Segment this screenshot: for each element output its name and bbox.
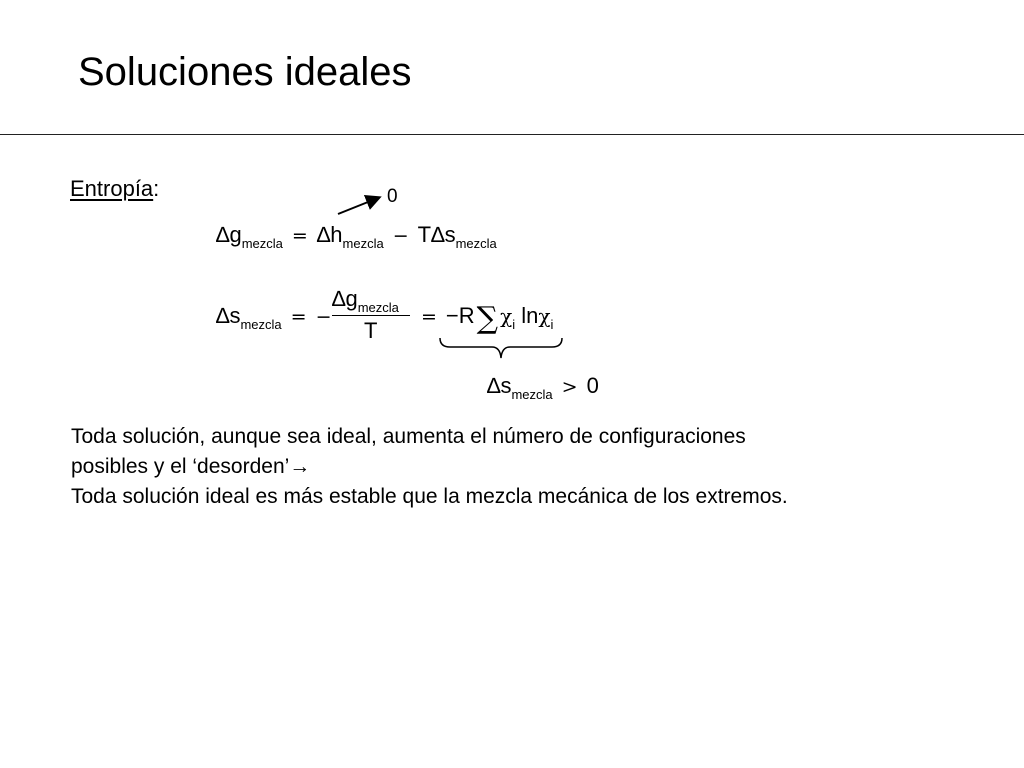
body-line-2-text: posibles y el ‘desorden’ [71,455,290,478]
body-line-3: Toda solución ideal es más estable que la mezcla mecánica de los extremos. [71,485,788,508]
t-symbol: T [417,222,432,247]
gibbs-mixing-equation [216,222,497,257]
slide-title: Soluciones ideales [78,50,412,94]
chi-symbol: χ [538,304,551,328]
heading-colon: : [153,176,160,201]
subscript: mezcla [241,236,283,251]
minus-symbol: − [445,303,459,328]
delta-symbol: ∆ [431,222,445,247]
s-symbol: s [229,303,241,328]
heading-text: Entropía [70,176,154,201]
subscript: mezcla [511,387,553,402]
minus-symbol: − [392,225,409,247]
minus-symbol: − [315,306,332,328]
zero-annotation: 0 [387,186,398,207]
subscript-i: i [550,317,554,332]
delta-symbol: ∆ [216,303,230,328]
subscript-i: i [512,317,516,332]
fraction-denominator: T [364,318,378,343]
entropy-rhs [412,303,553,338]
h-symbol: h [330,222,343,247]
underbrace [438,336,566,362]
equals-symbol: = [291,225,308,247]
subscript: mezcla [342,236,384,251]
equals-symbol: = [421,306,437,328]
chi-symbol: χ [500,304,513,328]
equals-symbol: = [290,306,307,328]
delta-symbol: ∆ [316,222,331,247]
sum-symbol: ∑ [476,301,499,336]
zero-value: 0 [586,373,599,398]
title-divider [0,134,1024,135]
g-symbol: g [345,286,358,311]
annotation-arrow [330,190,390,220]
r-symbol: R [458,303,475,328]
fraction-bar [332,315,410,316]
subscript: mezcla [455,236,497,251]
s-symbol: s [444,222,456,247]
body-paragraph [71,422,971,512]
subscript: mezcla [357,300,399,315]
delta-symbol: ∆ [216,222,230,247]
greater-symbol: > [561,376,578,398]
g-symbol: g [229,222,242,247]
ln-symbol: ln [521,303,539,328]
subscript: mezcla [240,317,282,332]
section-heading [70,176,159,202]
s-symbol: s [500,373,512,398]
delta-symbol: ∆ [332,286,346,311]
delta-symbol: ∆ [487,373,501,398]
right-arrow-icon: → [289,455,311,478]
body-line-1: Toda solución, aunque sea ideal, aumenta el número de configuraciones [71,425,746,448]
body-line-2 [71,452,971,482]
entropy-positive [487,373,599,408]
entropy-lhs [216,303,332,338]
